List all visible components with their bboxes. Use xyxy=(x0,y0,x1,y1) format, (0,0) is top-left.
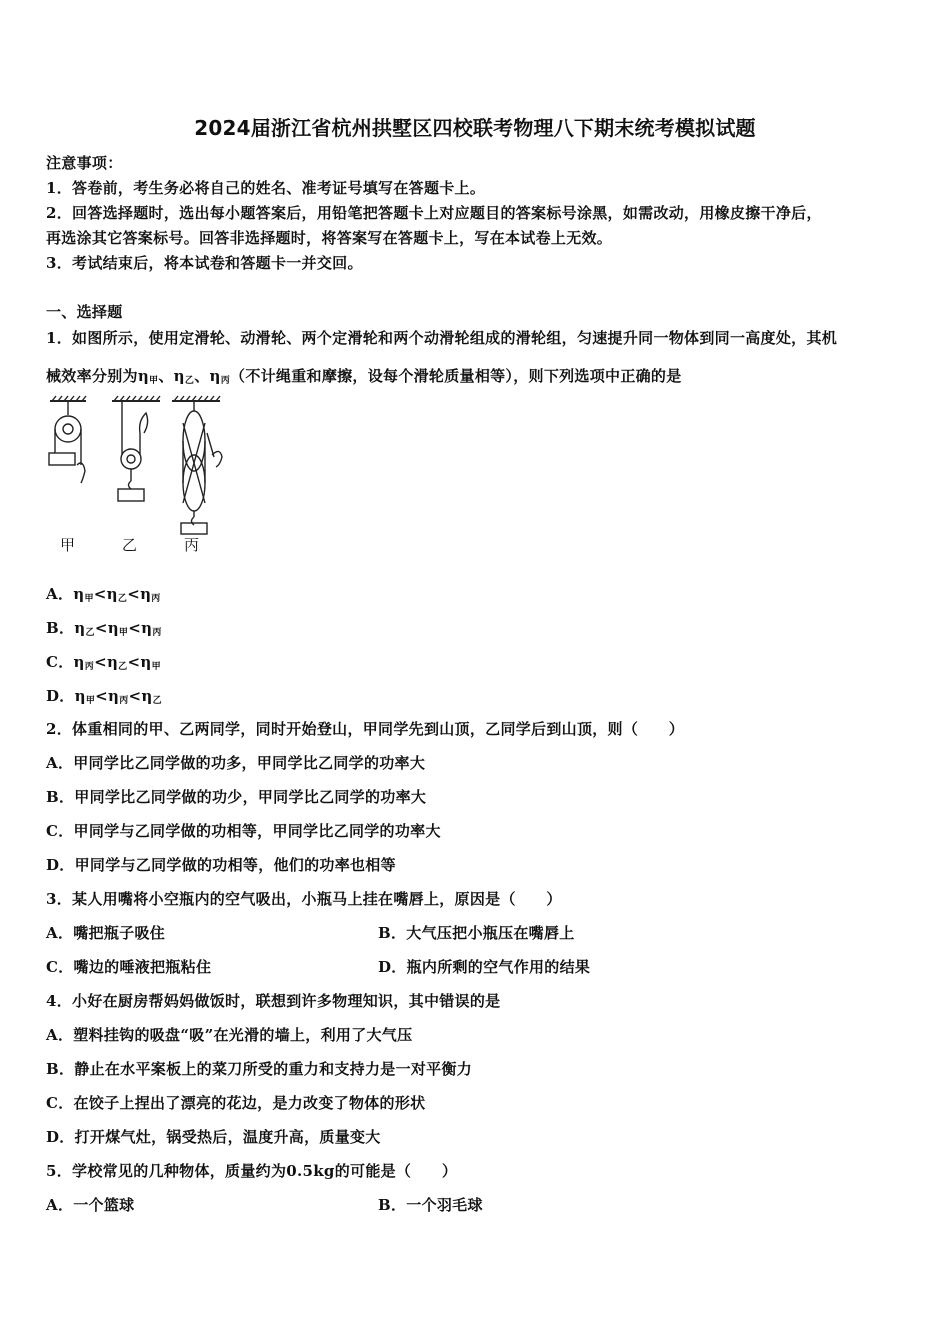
q4-option-c: C．在饺子上捏出了漂亮的花边，是力改变了物体的形状 xyxy=(46,1094,426,1112)
eta-symbol: η xyxy=(137,367,150,385)
sub-bing: 丙 xyxy=(151,594,161,604)
sub-bing: 丙 xyxy=(152,628,162,638)
less-than: < xyxy=(128,619,142,637)
less-than: < xyxy=(127,585,141,603)
sub-yi: 乙 xyxy=(184,376,195,386)
eta-symbol: η xyxy=(140,585,152,603)
eta-symbol: η xyxy=(74,687,86,705)
option-letter: D． xyxy=(46,687,75,705)
q4-stem: 4．小好在厨房帮妈妈做饭时，联想到许多物理知识，其中错误的是 xyxy=(46,992,501,1010)
eta-symbol: η xyxy=(73,653,85,671)
figure-label-yi: 乙 xyxy=(122,536,138,554)
less-than: < xyxy=(128,687,142,705)
separator: 、 xyxy=(194,367,210,385)
q5-stem: 5．学校常见的几种物体，质量约为0.5kg的可能是（ ） xyxy=(46,1162,458,1180)
q4-option-b: B．静止在水平案板上的菜刀所受的重力和支持力是一对平衡力 xyxy=(46,1060,473,1078)
eta-symbol: η xyxy=(73,585,85,603)
sub-yi: 乙 xyxy=(152,696,162,706)
q1-stem-line1: 1．如图所示，使用定滑轮、动滑轮、两个定滑轮和两个动滑轮组成的滑轮组，匀速提升同一物体到同一高度处，其机 xyxy=(46,329,838,347)
sub-jia: 甲 xyxy=(118,628,129,638)
q5-option-b: B．一个羽毛球 xyxy=(378,1196,483,1214)
q1-option-d xyxy=(46,685,162,706)
eta-symbol: η xyxy=(141,687,153,705)
sub-bing: 丙 xyxy=(119,696,129,706)
q1-stem-post: （不计绳重和摩擦，设每个滑轮质量相等），则下列选项中正确的是 xyxy=(230,367,682,385)
q4-option-d: D．打开煤气灶，锅受热后，温度升高，质量变大 xyxy=(46,1128,381,1146)
less-than: < xyxy=(95,687,109,705)
q2-option-b: B．甲同学比乙同学做的功少，甲同学比乙同学的功率大 xyxy=(46,788,427,806)
figure-label-jia: 甲 xyxy=(60,536,76,554)
q1-option-b xyxy=(46,617,162,638)
q3-option-d: D．瓶内所剩的空气作用的结果 xyxy=(378,958,591,976)
notice-item-3: 3．考试结束后，将本试卷和答题卡一并交回。 xyxy=(46,254,363,272)
eta-symbol: η xyxy=(74,619,86,637)
q1-option-c xyxy=(46,651,161,672)
sub-bing: 丙 xyxy=(84,662,95,672)
separator: 、 xyxy=(158,367,174,385)
eta-symbol: η xyxy=(140,653,152,671)
eta-symbol: η xyxy=(107,619,119,637)
notice-item-1: 1．答卷前，考生务必将自己的姓名、准考证号填写在答题卡上。 xyxy=(46,179,486,197)
option-letter: A． xyxy=(46,585,74,603)
sub-yi: 乙 xyxy=(118,662,128,672)
figure-label-bing: 丙 xyxy=(184,536,200,554)
eta-symbol: η xyxy=(209,367,221,385)
option-letter: C． xyxy=(46,653,74,671)
q5-option-a: A．一个篮球 xyxy=(46,1196,135,1214)
eta-symbol: η xyxy=(173,367,185,385)
q3-option-b: B．大气压把小瓶压在嘴唇上 xyxy=(378,924,575,942)
sub-yi: 乙 xyxy=(117,594,128,604)
sub-jia: 甲 xyxy=(85,696,96,706)
q1-stem-line2 xyxy=(46,365,682,386)
sub-jia: 甲 xyxy=(149,376,159,386)
q1-option-a xyxy=(46,583,161,604)
q2-option-a: A．甲同学比乙同学做的功多，甲同学比乙同学的功率大 xyxy=(46,754,426,772)
option-letter: B． xyxy=(46,619,75,637)
q2-option-c: C．甲同学与乙同学做的功相等，甲同学比乙同学的功率大 xyxy=(46,822,441,840)
less-than: < xyxy=(94,619,108,637)
notice-item-2-cont: 再选涂其它答案标号。回答非选择题时，将答案写在答题卡上，写在本试卷上无效。 xyxy=(46,229,613,247)
eta-symbol: η xyxy=(106,653,119,671)
notice-item-2: 2．回答选择题时，选出每小题答案后，用铅笔把答题卡上对应题目的答案标号涂黑，如需改动，用橡皮擦干净后， xyxy=(46,204,822,222)
sub-yi: 乙 xyxy=(85,628,95,638)
sub-bing: 丙 xyxy=(220,376,231,386)
eta-symbol: η xyxy=(141,619,153,637)
q3-option-a: A．嘴把瓶子吸住 xyxy=(46,924,166,942)
sub-jia: 甲 xyxy=(84,594,94,604)
q2-stem: 2．体重相同的甲、乙两同学，同时开始登山，甲同学先到山顶，乙同学后到山顶，则（ ） xyxy=(46,720,685,738)
less-than: < xyxy=(127,653,141,671)
page-title: 2024届浙江省杭州拱墅区四校联考物理八下期末统考模拟试题 xyxy=(194,116,756,140)
notice-heading: 注意事项： xyxy=(46,154,123,172)
section-heading: 一、选择题 xyxy=(46,303,123,321)
sub-jia: 甲 xyxy=(151,662,161,672)
q2-option-d: D．甲同学与乙同学做的功相等，他们的功率也相等 xyxy=(46,856,396,874)
q3-option-c: C．嘴边的唾液把瓶粘住 xyxy=(46,958,212,976)
q1-stem-pre: 械效率分别为 xyxy=(46,367,138,385)
q4-option-a: A．塑料挂钩的吸盘“吸”在光滑的墙上，利用了大气压 xyxy=(46,1026,413,1044)
eta-symbol: η xyxy=(106,585,118,603)
q3-stem: 3．某人用嘴将小空瓶内的空气吸出，小瓶马上挂在嘴唇上，原因是（ ） xyxy=(46,890,562,908)
less-than: < xyxy=(94,653,107,671)
eta-symbol: η xyxy=(108,687,120,705)
less-than: < xyxy=(93,585,107,603)
